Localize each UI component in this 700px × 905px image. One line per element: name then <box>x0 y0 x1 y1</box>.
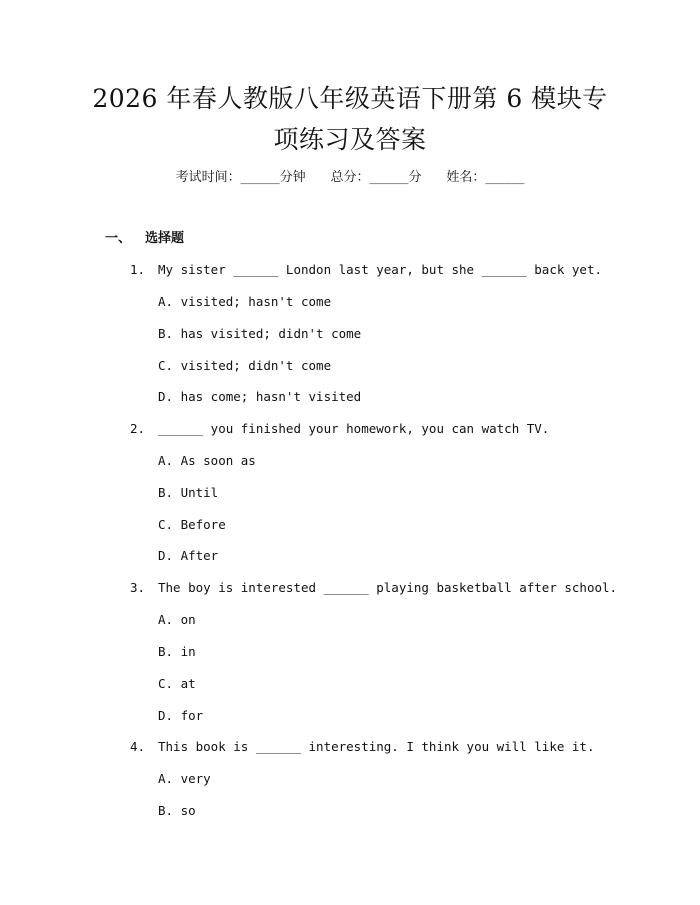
question-text: My sister ______ London last year, but she ______ back yet. <box>158 262 603 277</box>
section-number: 一、 <box>105 231 132 246</box>
question-text: ______ you finished your homework, you can watch TV. <box>158 421 550 436</box>
option-d: D. for <box>158 708 204 723</box>
option-d: D. has come; hasn't visited <box>158 389 362 404</box>
option-a: A. very <box>158 771 211 786</box>
title-line-2: 项练习及答案 <box>273 125 427 154</box>
time-label: 考试时间： <box>175 170 241 185</box>
option-c: C. visited; didn't come <box>158 358 332 373</box>
name-label: 姓名： <box>446 170 486 185</box>
exam-meta-line <box>0 168 700 188</box>
question-number: 4. <box>130 739 146 754</box>
option-a: A. on <box>158 612 196 627</box>
option-b: B. so <box>158 803 196 818</box>
score-unit: 分 <box>408 170 422 185</box>
title-line-1: 2026 年春人教版八年级英语下册第 6 模块专 <box>92 84 608 113</box>
option-c: C. at <box>158 676 196 691</box>
option-c: C. Before <box>158 517 226 532</box>
time-unit: 分钟 <box>279 170 306 185</box>
score-label: 总分： <box>330 170 370 185</box>
question-number: 2. <box>130 421 146 436</box>
question-text: This book is ______ interesting. I think you will like it. <box>158 739 595 754</box>
page-title <box>60 78 640 160</box>
time-blank: ______ <box>240 170 280 185</box>
option-b: B. Until <box>158 485 219 500</box>
option-a: A. As soon as <box>158 453 256 468</box>
section-title: 选择题 <box>145 231 185 246</box>
question-number: 1. <box>130 262 146 277</box>
option-d: D. After <box>158 548 219 563</box>
question-text: The boy is interested ______ playing basketball after school. <box>158 580 618 595</box>
score-blank: ______ <box>369 170 409 185</box>
section-heading <box>105 229 184 249</box>
question-number: 3. <box>130 580 146 595</box>
name-blank: ______ <box>485 170 525 185</box>
option-b: B. has visited; didn't come <box>158 326 362 341</box>
option-b: B. in <box>158 644 196 659</box>
option-a: A. visited; hasn't come <box>158 294 332 309</box>
